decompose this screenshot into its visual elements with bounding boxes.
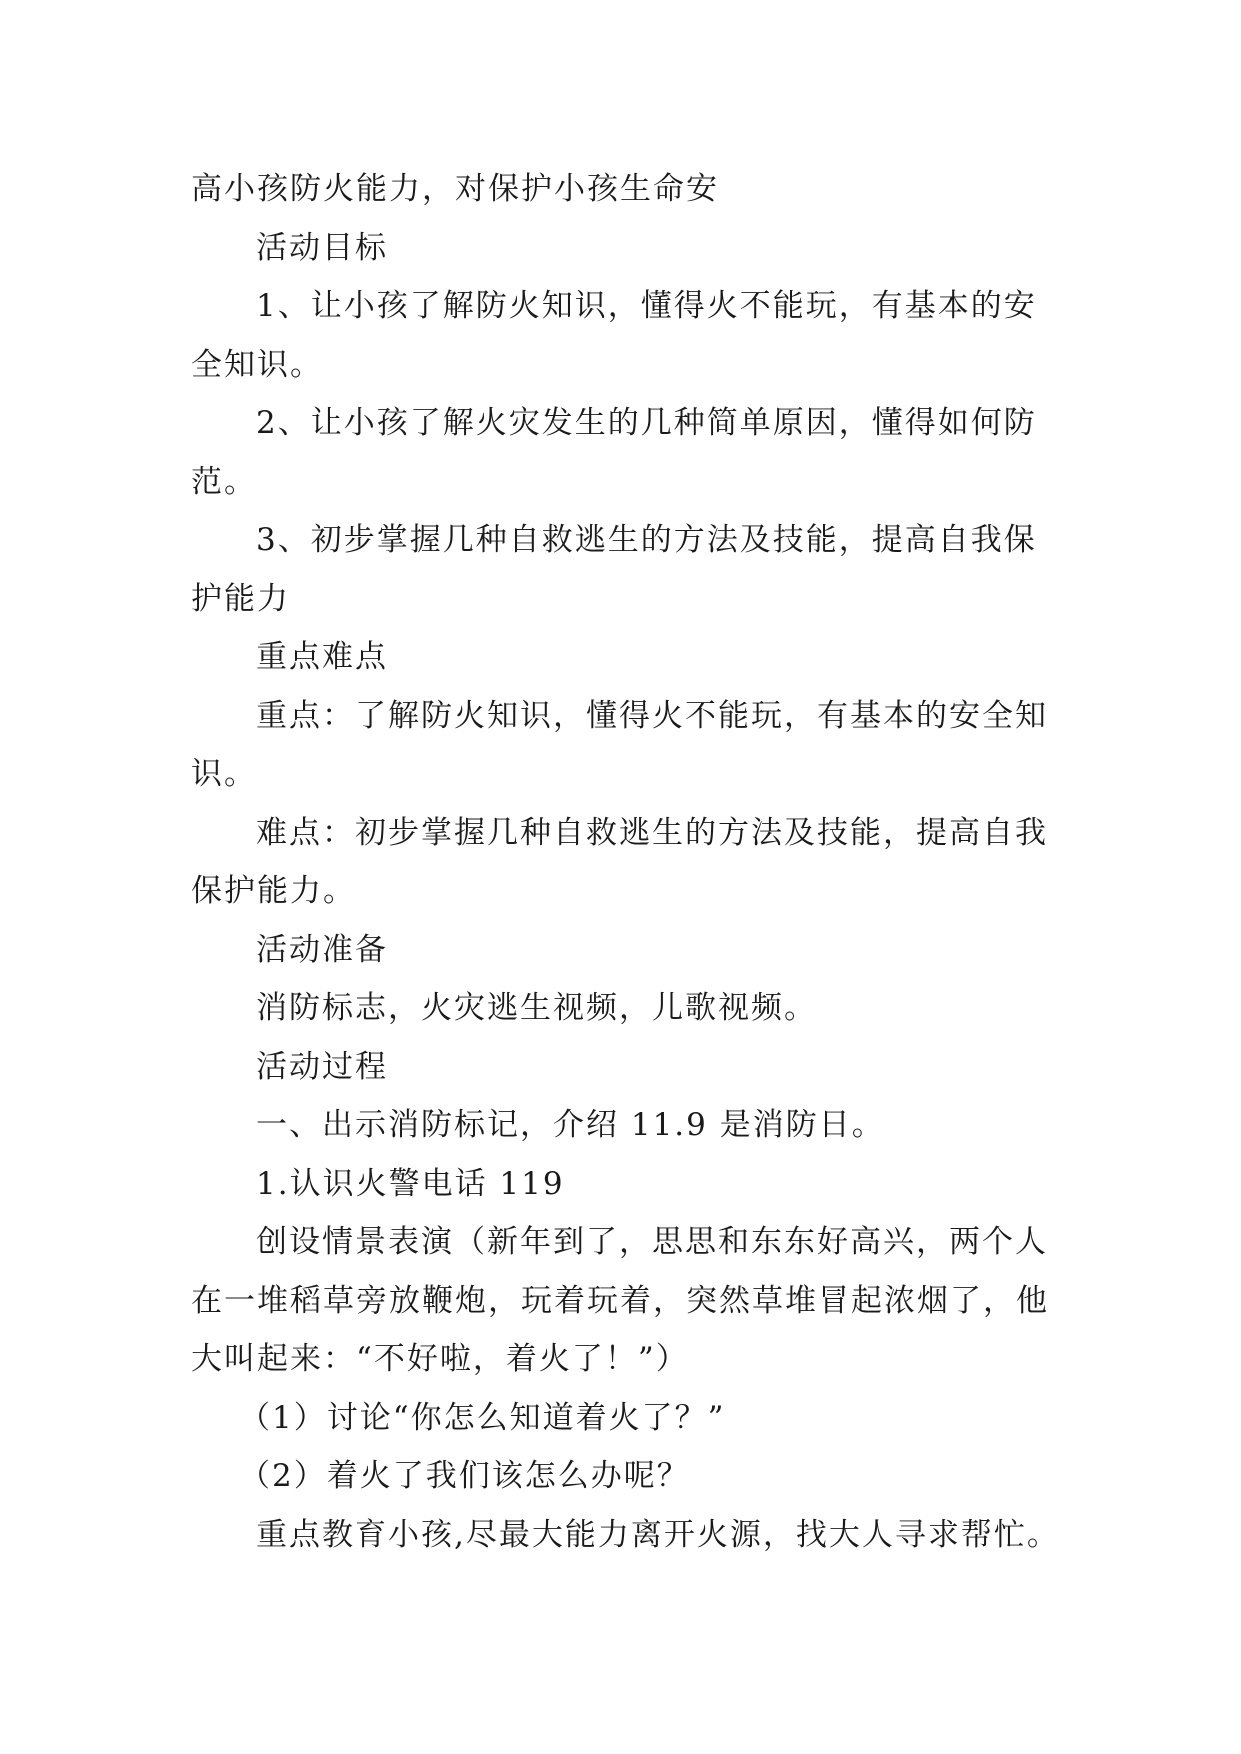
goal-item-3-continued: 护能力 <box>191 580 290 617</box>
scenario-text-continued: 在一堆稻草旁放鞭炮，玩着玩着，突然草堆冒起浓烟了，他 <box>191 1282 1049 1319</box>
discussion-item-2: （2）着火了我们该怎么办呢？ <box>239 1458 690 1494</box>
section-heading-process: 活动过程 <box>256 1048 388 1085</box>
goal-item-2-continued: 范。 <box>191 463 257 500</box>
section-heading-preparation: 活动准备 <box>256 931 388 968</box>
document-body <box>191 160 1071 1564</box>
discussion-item-1: （1）讨论“你怎么知道着火了？” <box>239 1399 726 1436</box>
difficult-point: 难点：初步掌握几种自救逃生的方法及技能，提高自我 <box>256 814 1048 851</box>
goal-item-1-continued: 全知识。 <box>191 346 323 383</box>
difficult-point-continued: 保护能力。 <box>191 873 356 909</box>
preparation-text: 消防标志，火灾逃生视频，儿歌视频。 <box>256 990 817 1026</box>
scenario-text: 创设情景表演（新年到了，思思和东东好高兴，两个人 <box>256 1224 1048 1260</box>
goal-item-2: 2、让小孩了解火灾发生的几种简单原因，懂得如何防 <box>256 405 1037 441</box>
key-education-text: 重点教育小孩,尽最大能力离开火源，找大人寻求帮忙。 <box>256 1516 1060 1553</box>
goal-item-1: 1、让小孩了解防火知识，懂得火不能玩，有基本的安 <box>256 288 1037 324</box>
section-heading-goals: 活动目标 <box>256 229 388 266</box>
scenario-text-continued-2: 大叫起来：“不好啦，着火了！”） <box>191 1341 689 1377</box>
paragraph-continuation: 高小孩防火能力，对保护小孩生命安 <box>191 171 719 207</box>
process-step-1: 一、出示消防标记，介绍 11.9 是消防日。 <box>256 1107 885 1143</box>
key-point: 重点：了解防火知识，懂得火不能玩，有基本的安全知 <box>256 697 1048 734</box>
process-substep-1: 1.认识火警电话 119 <box>256 1165 565 1202</box>
section-heading-key-points: 重点难点 <box>256 639 388 675</box>
goal-item-3: 3、初步掌握几种自救逃生的方法及技能，提高自我保 <box>256 522 1037 558</box>
key-point-continued: 识。 <box>191 756 257 792</box>
